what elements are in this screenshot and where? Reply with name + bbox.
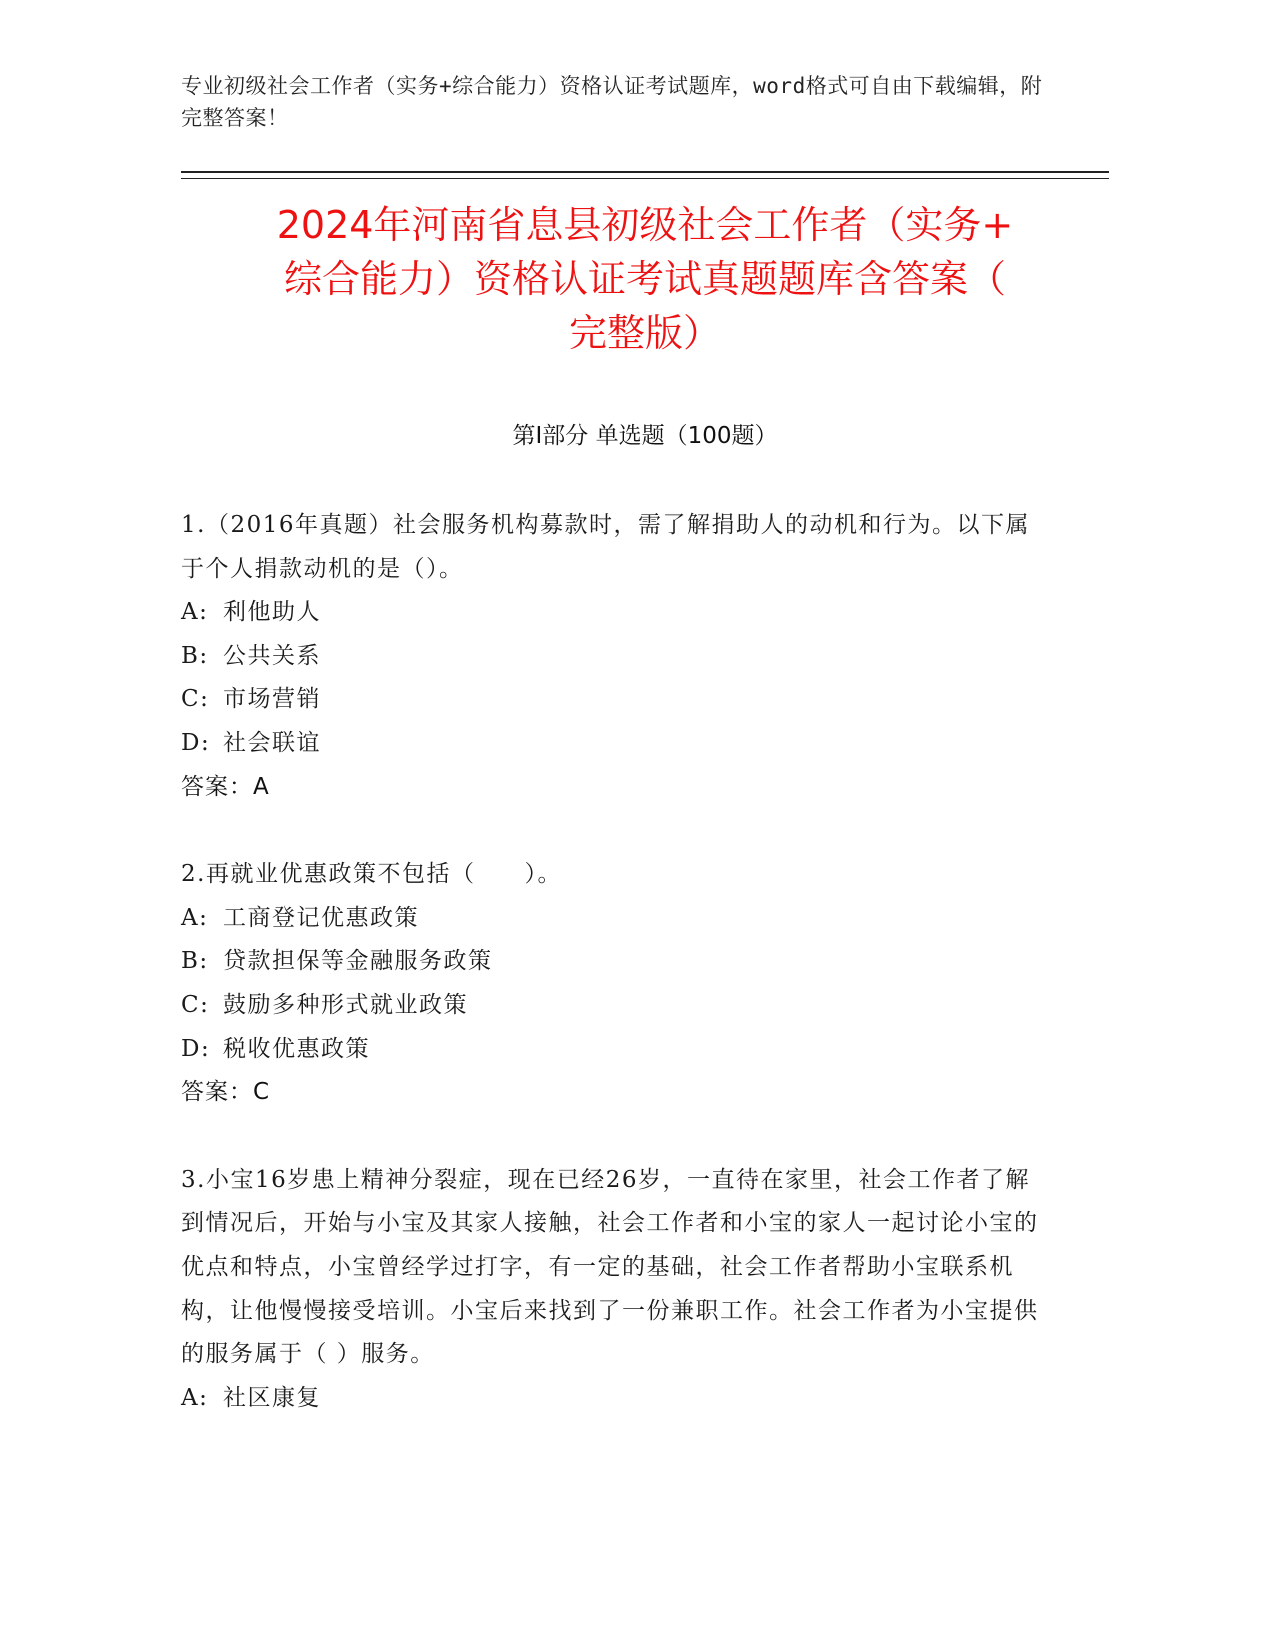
answer: 答案：A	[181, 773, 270, 800]
option-text: 社会联谊	[223, 729, 321, 756]
option-a	[181, 1377, 1041, 1421]
document-title-line-2: 综合能力）资格认证考试真题题库含答案（	[283, 257, 1006, 301]
option-letter: C:	[181, 686, 210, 713]
header-divider-thick	[181, 171, 1109, 173]
option-letter: B:	[181, 642, 209, 669]
option-text: 贷款担保等金融服务政策	[223, 948, 493, 975]
document-title-line-3: 完整版）	[568, 311, 721, 355]
option-text: 利他助人	[223, 599, 321, 626]
question-2	[181, 853, 1041, 1115]
option-letter: A:	[181, 1384, 209, 1411]
question-stem: 1.（2016年真题）社会服务机构募款时，需了解捐助人的动机和行为。以下属于个人捐款动机的是（）。	[181, 512, 1030, 582]
option-letter: C:	[181, 991, 210, 1018]
option-letter: D:	[181, 1035, 211, 1062]
section-heading: 第Ⅰ部分 单选题（100题）	[512, 423, 778, 449]
header-divider-thin	[181, 178, 1109, 179]
question-stem: 2.再就业优惠政策不包括（ ）。	[181, 861, 562, 888]
option-text: 公共关系	[223, 642, 321, 669]
option-d	[181, 1028, 1041, 1072]
option-text: 社区康复	[223, 1384, 321, 1411]
option-text: 鼓励多种形式就业政策	[223, 991, 468, 1018]
document-title	[170, 198, 1120, 360]
question-1	[181, 504, 1041, 809]
option-text: 工商登记优惠政策	[223, 904, 419, 931]
option-letter: B:	[181, 948, 209, 975]
option-text: 税收优惠政策	[223, 1035, 370, 1062]
option-letter: D:	[181, 729, 211, 756]
option-a	[181, 591, 1041, 635]
option-text: 市场营销	[223, 686, 321, 713]
option-b	[181, 635, 1041, 679]
option-a	[181, 897, 1041, 941]
option-c	[181, 678, 1041, 722]
option-letter: A:	[181, 599, 209, 626]
header-note: 专业初级社会工作者（实务+综合能力）资格认证考试题库，word格式可自由下载编辑，附完整答案！	[181, 74, 1043, 130]
option-letter: A:	[181, 904, 209, 931]
question-stem: 3.小宝16岁患上精神分裂症，现在已经26岁，一直待在家里，社会工作者了解到情况后，开始与小宝及其家人接触，社会工作者和小宝的家人一起讨论小宝的优点和特点，小宝曾经学过打字，有一定的基础，社会工作者帮助小宝联系机构，让他慢慢接受培训。小宝后来找到了一份兼职工作。社会工作者为小宝提供的服务属于（ ）服务。	[181, 1166, 1039, 1368]
option-d	[181, 722, 1041, 766]
option-b	[181, 940, 1041, 984]
option-c	[181, 984, 1041, 1028]
question-list	[181, 504, 1041, 1464]
question-3	[181, 1159, 1041, 1421]
answer: 答案：C	[181, 1079, 271, 1106]
document-title-line-1: 2024年河南省息县初级社会工作者（实务+	[276, 203, 1014, 247]
